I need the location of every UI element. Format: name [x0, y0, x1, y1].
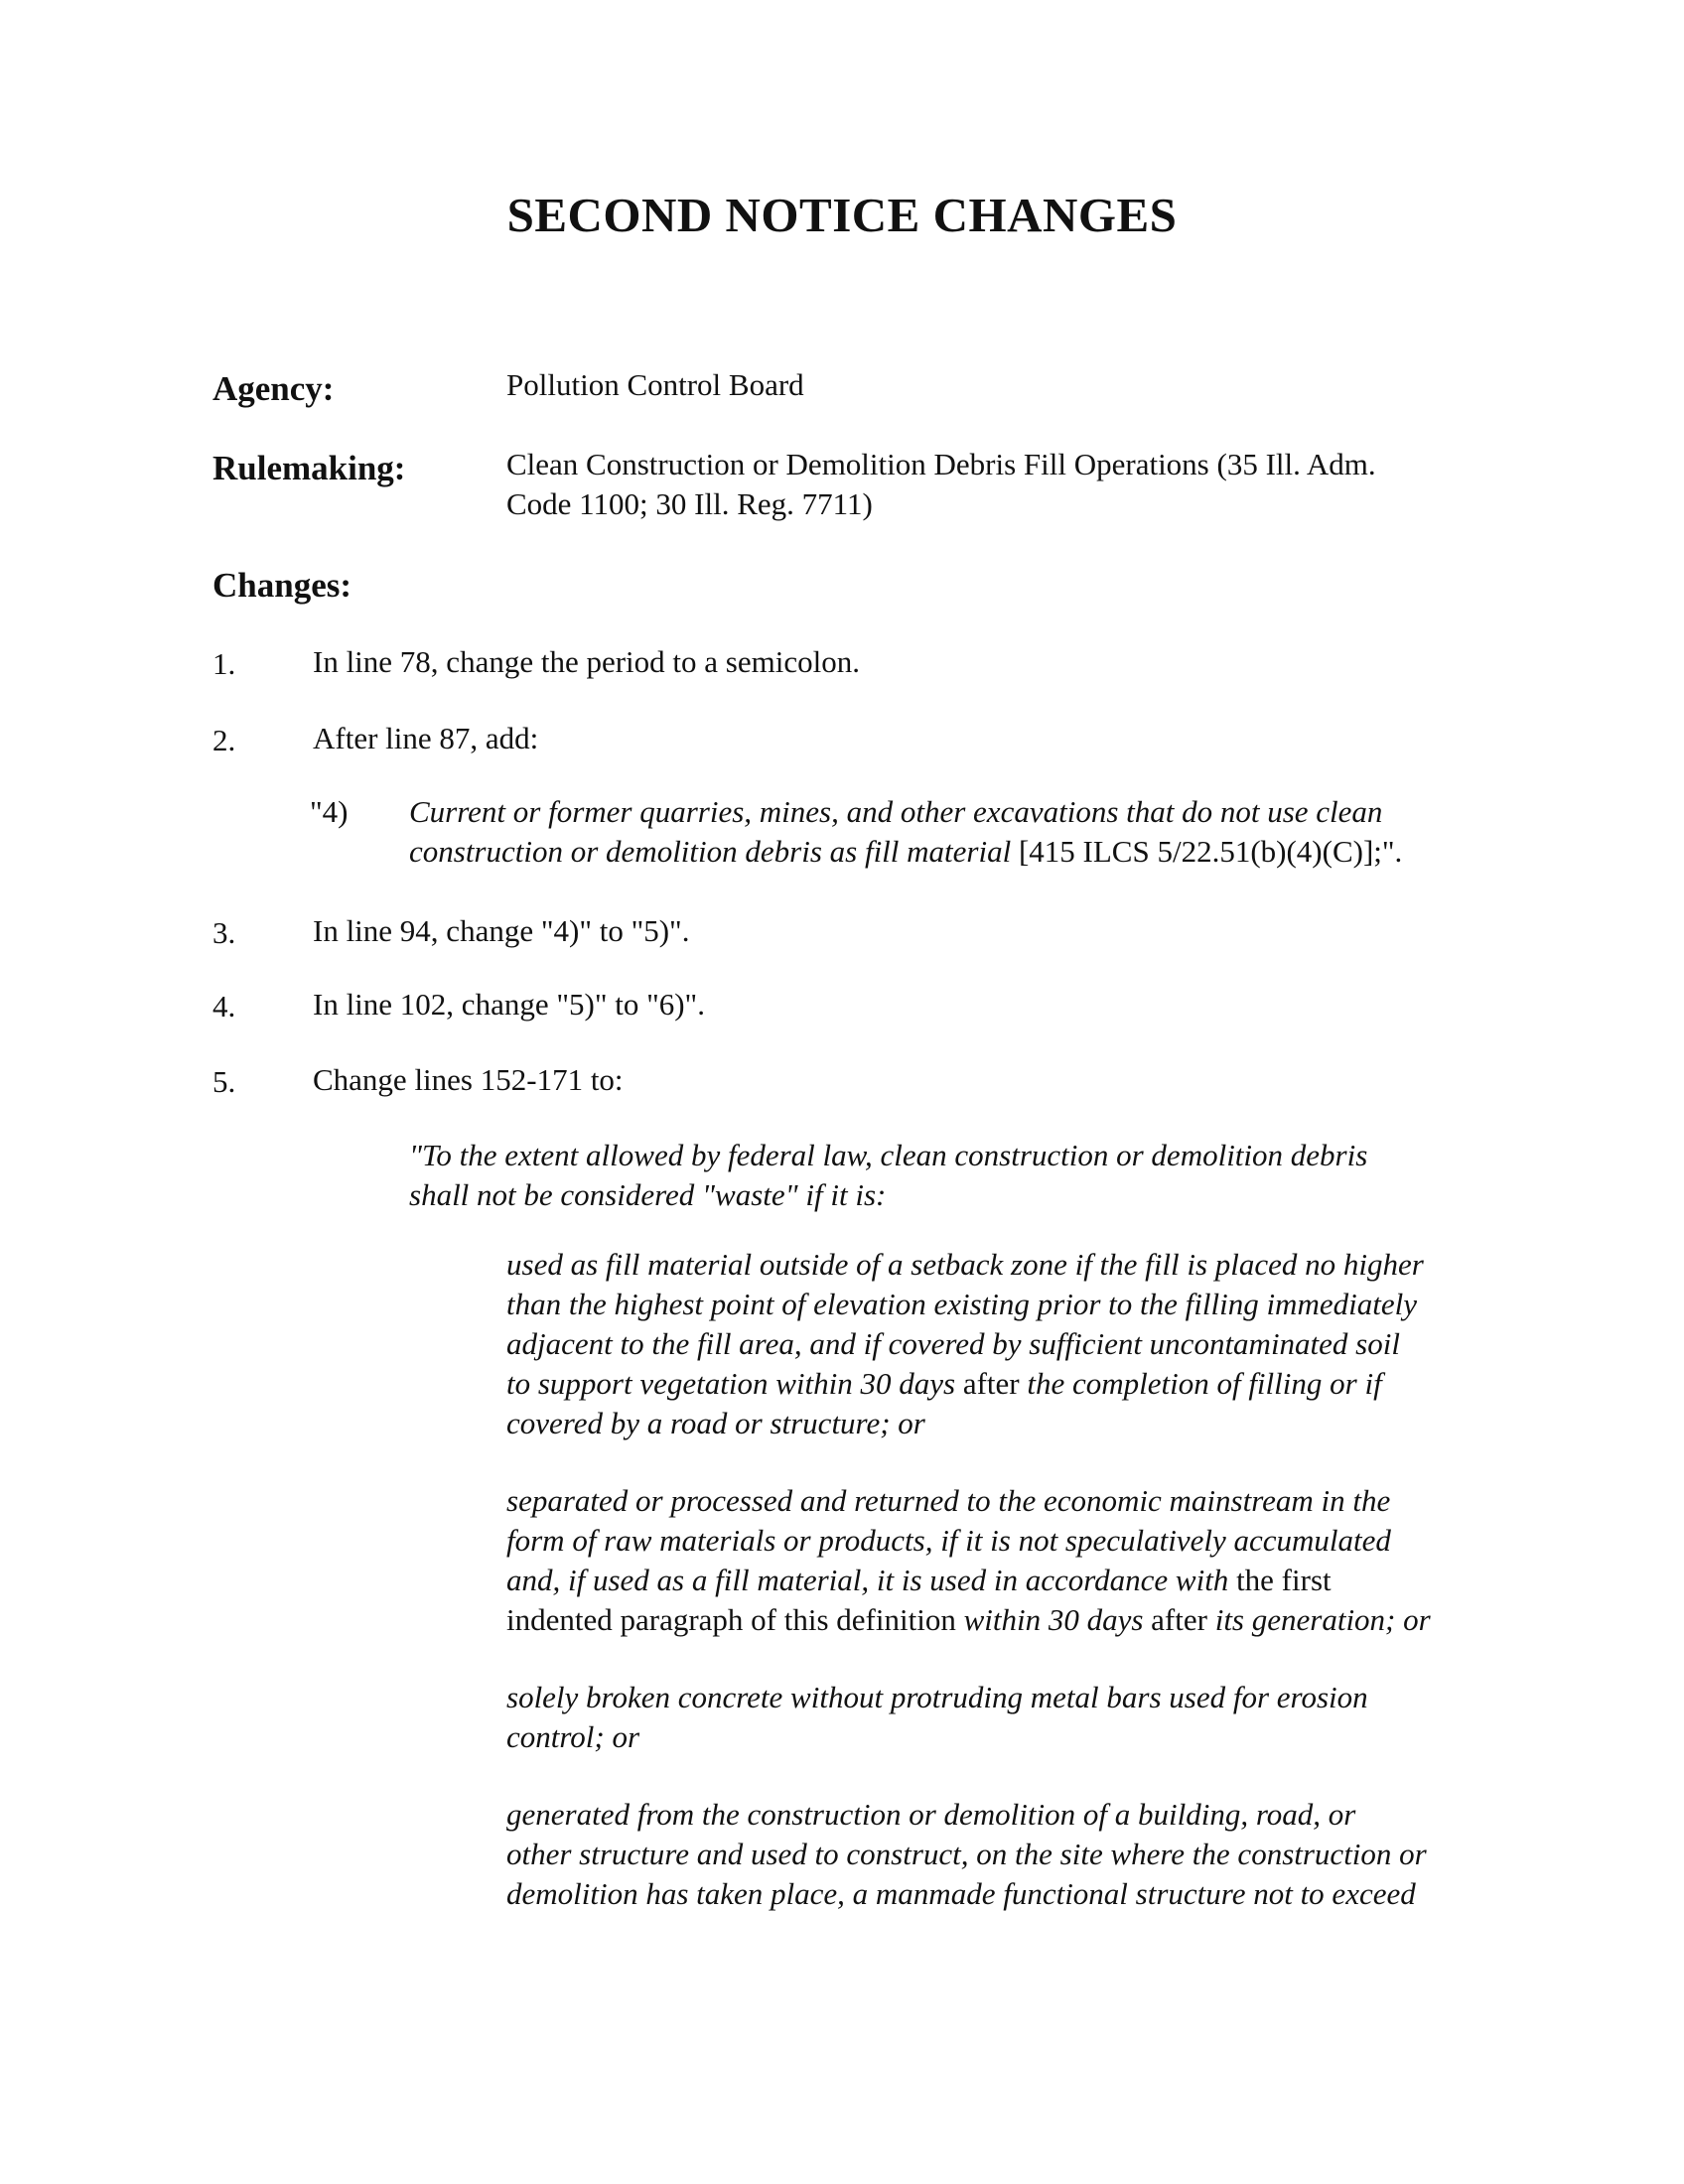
- change-5-text: Change lines 152-171 to:: [313, 1062, 624, 1097]
- para-1-line-1: used as fill material outside of a setback zone if the fill is placed no higher: [506, 1247, 1424, 1282]
- change-2-number: 2.: [212, 723, 236, 757]
- insert-4-marker: "4): [310, 794, 349, 829]
- insert-4-citation: [415 ILCS 5/22.51(b)(4)(C)];".: [1011, 834, 1403, 869]
- para-4-line-2: other structure and used to construct, on the site where the construction or: [506, 1837, 1427, 1871]
- para-2-line-4-a: indented paragraph of this definition: [506, 1602, 964, 1637]
- para-3-line-1: solely broken concrete without protruding metal bars used for erosion: [506, 1680, 1368, 1714]
- para-2-line-4-c: after: [1143, 1602, 1215, 1637]
- agency-label: Agency:: [212, 369, 335, 408]
- para-2-line-3-a: and, if used as a fill material, it is used in accordance with: [506, 1563, 1229, 1597]
- page-title: SECOND NOTICE CHANGES: [506, 188, 1178, 242]
- para-2-line-4-d: its generation; or: [1214, 1602, 1431, 1637]
- agency-value: Pollution Control Board: [506, 367, 804, 402]
- definition-intro-line-1: "To the extent allowed by federal law, clean construction or demolition debris: [409, 1138, 1368, 1172]
- change-4-number: 4.: [212, 989, 236, 1024]
- para-2-line-2: form of raw materials or products, if it is not speculatively accumulated: [506, 1523, 1391, 1558]
- rulemaking-label: Rulemaking:: [212, 449, 406, 487]
- definition-intro-line-2: shall not be considered "waste" if it is:: [409, 1177, 887, 1212]
- change-5-number: 5.: [212, 1064, 236, 1099]
- para-2-line-4: [506, 1600, 1431, 1640]
- para-4-line-1: generated from the construction or demolition of a building, road, or: [506, 1797, 1356, 1832]
- para-1-line-4: [506, 1364, 1382, 1404]
- para-1-line-5: covered by a road or structure; or: [506, 1406, 925, 1440]
- change-1-number: 1.: [212, 646, 236, 681]
- para-4-line-3: demolition has taken place, a manmade functional structure not to exceed: [506, 1876, 1416, 1911]
- insert-4-line-2: [409, 832, 1402, 872]
- para-2-line-3-b: the first: [1228, 1563, 1332, 1597]
- para-1-line-4-b: after: [955, 1366, 1028, 1401]
- rulemaking-line-1: Clean Construction or Demolition Debris Fill Operations (35 Ill. Adm.: [506, 447, 1376, 481]
- para-1-line-4-c: the completion of filling or if: [1027, 1366, 1382, 1401]
- change-1-text: In line 78, change the period to a semicolon.: [313, 644, 860, 679]
- para-2-line-3: [506, 1561, 1332, 1600]
- para-3-line-2: control; or: [506, 1719, 640, 1754]
- para-1-line-2: than the highest point of elevation existing prior to the filling immediately: [506, 1287, 1417, 1321]
- change-4-text: In line 102, change "5)" to "6)".: [313, 987, 705, 1022]
- changes-label: Changes:: [212, 566, 352, 605]
- insert-4-line-2-italic: construction or demolition debris as fill material: [409, 834, 1012, 869]
- insert-4-line-1: Current or former quarries, mines, and other excavations that do not use clean: [409, 794, 1383, 829]
- para-2-line-1: separated or processed and returned to the economic mainstream in the: [506, 1483, 1391, 1518]
- para-1-line-4-a: to support vegetation within 30 days: [506, 1366, 956, 1401]
- para-2-line-4-b: within 30 days: [963, 1602, 1144, 1637]
- change-2-text: After line 87, add:: [313, 721, 539, 755]
- change-3-text: In line 94, change "4)" to "5)".: [313, 913, 690, 948]
- para-1-line-3: adjacent to the fill area, and if covered by sufficient uncontaminated soil: [506, 1326, 1400, 1361]
- rulemaking-line-2: Code 1100; 30 Ill. Reg. 7711): [506, 486, 873, 521]
- change-3-number: 3.: [212, 915, 236, 950]
